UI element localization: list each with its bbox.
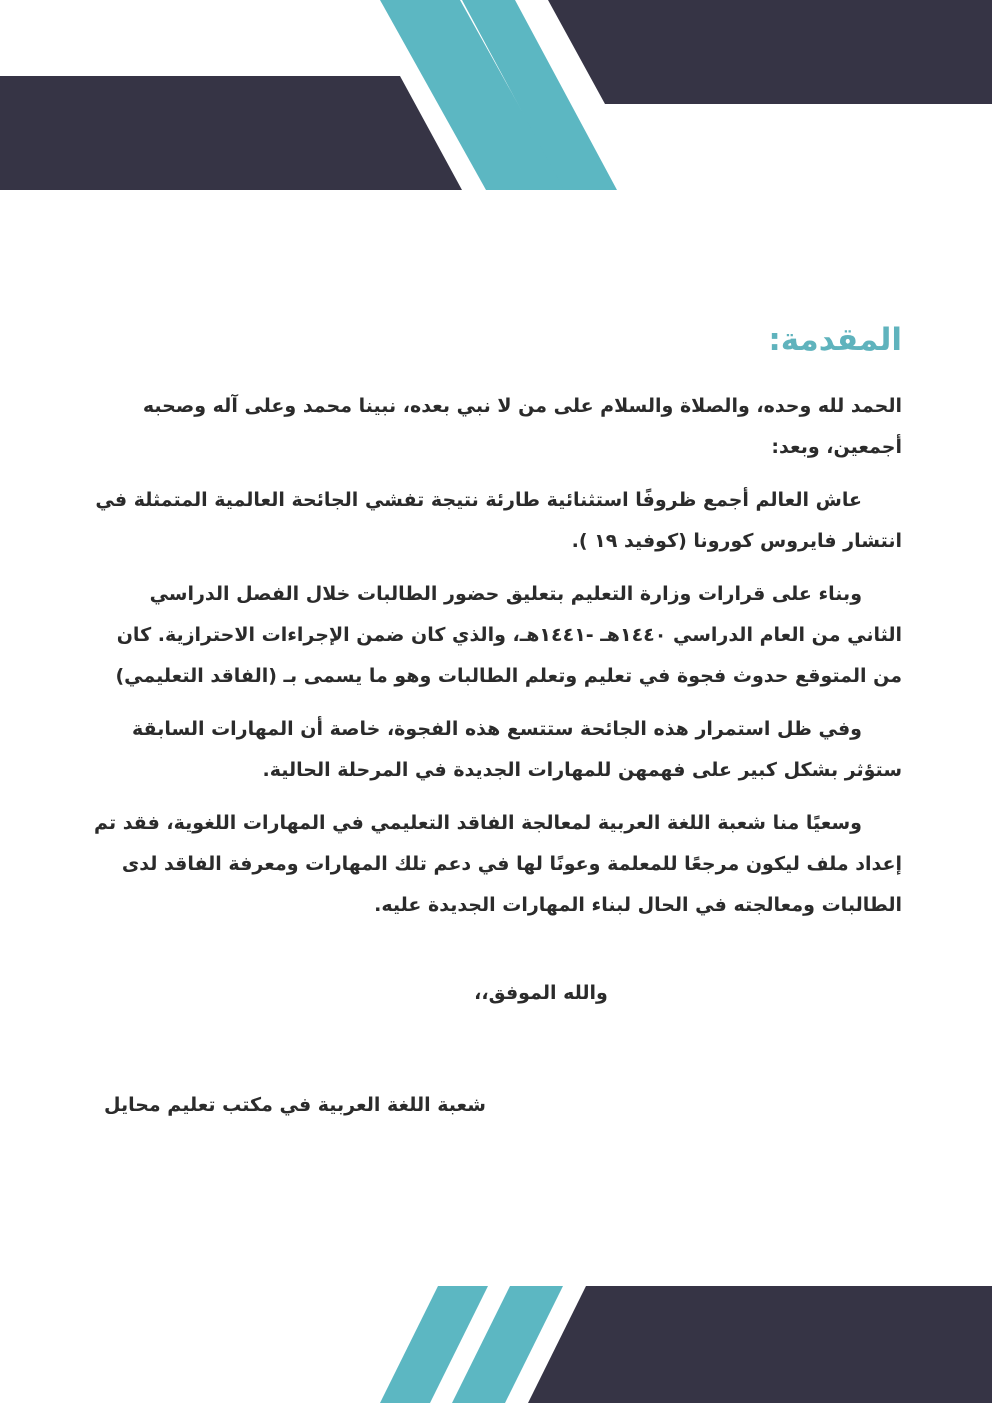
page-title: المقدمة:: [768, 322, 902, 358]
closing-phrase: والله الموفق،،: [474, 982, 608, 1004]
bottom-right-dark-band: [528, 1286, 992, 1403]
paragraph-purpose: وسعيًا منا شعبة اللغة العربية لمعالجة الفاقد التعليمي في المهارات اللغوية، فقد تم إعداد ملف ليكون مرجعًا للمعلمة وعونًا لها في دعم تلك المهارات ومعرفة الفاقد لدى الطالبات ومعالجته في الحال لبناء المهارات الجديدة عليه.: [94, 812, 902, 917]
top-left-dark-band: [0, 76, 462, 190]
paragraph-intro: الحمد لله وحده، والصلاة والسلام على من لا نبي بعده، نبينا محمد وعلى آله وصحبه أجمعين، وبعد:: [142, 395, 902, 459]
paragraph-pandemic: عاش العالم أجمع ظروفًا استثنائية طارئة نتيجة تفشي الجائحة العالمية المتمثلة في انتشار فايروس كورونا (كوفيد ١٩ ).: [95, 489, 902, 553]
paragraph-ministry-decision: وبناء على قرارات وزارة التعليم بتعليق حضور الطالبات خلال الفصل الدراسي الثاني من العام الدراسي ١٤٤٠هـ -١٤٤١هـ، والذي كان ضمن الإجراءات الاحترازية. كان من المتوقع حدوث فجوة في تعليم وتعلم الطالبات وهو ما يسمى بـ (الفاقد التعليمي): [115, 583, 902, 688]
top-right-dark-band: [548, 0, 992, 104]
paragraph-gap: وفي ظل استمرار هذه الجائحة ستتسع هذه الفجوة، خاصة أن المهارات السابقة ستؤثر بشكل كبير على فهمهن للمهارات الجديدة في المرحلة الحالية.: [132, 718, 902, 782]
signature: شعبة اللغة العربية في مكتب تعليم محايل: [104, 1094, 486, 1116]
document-body: [90, 320, 902, 938]
